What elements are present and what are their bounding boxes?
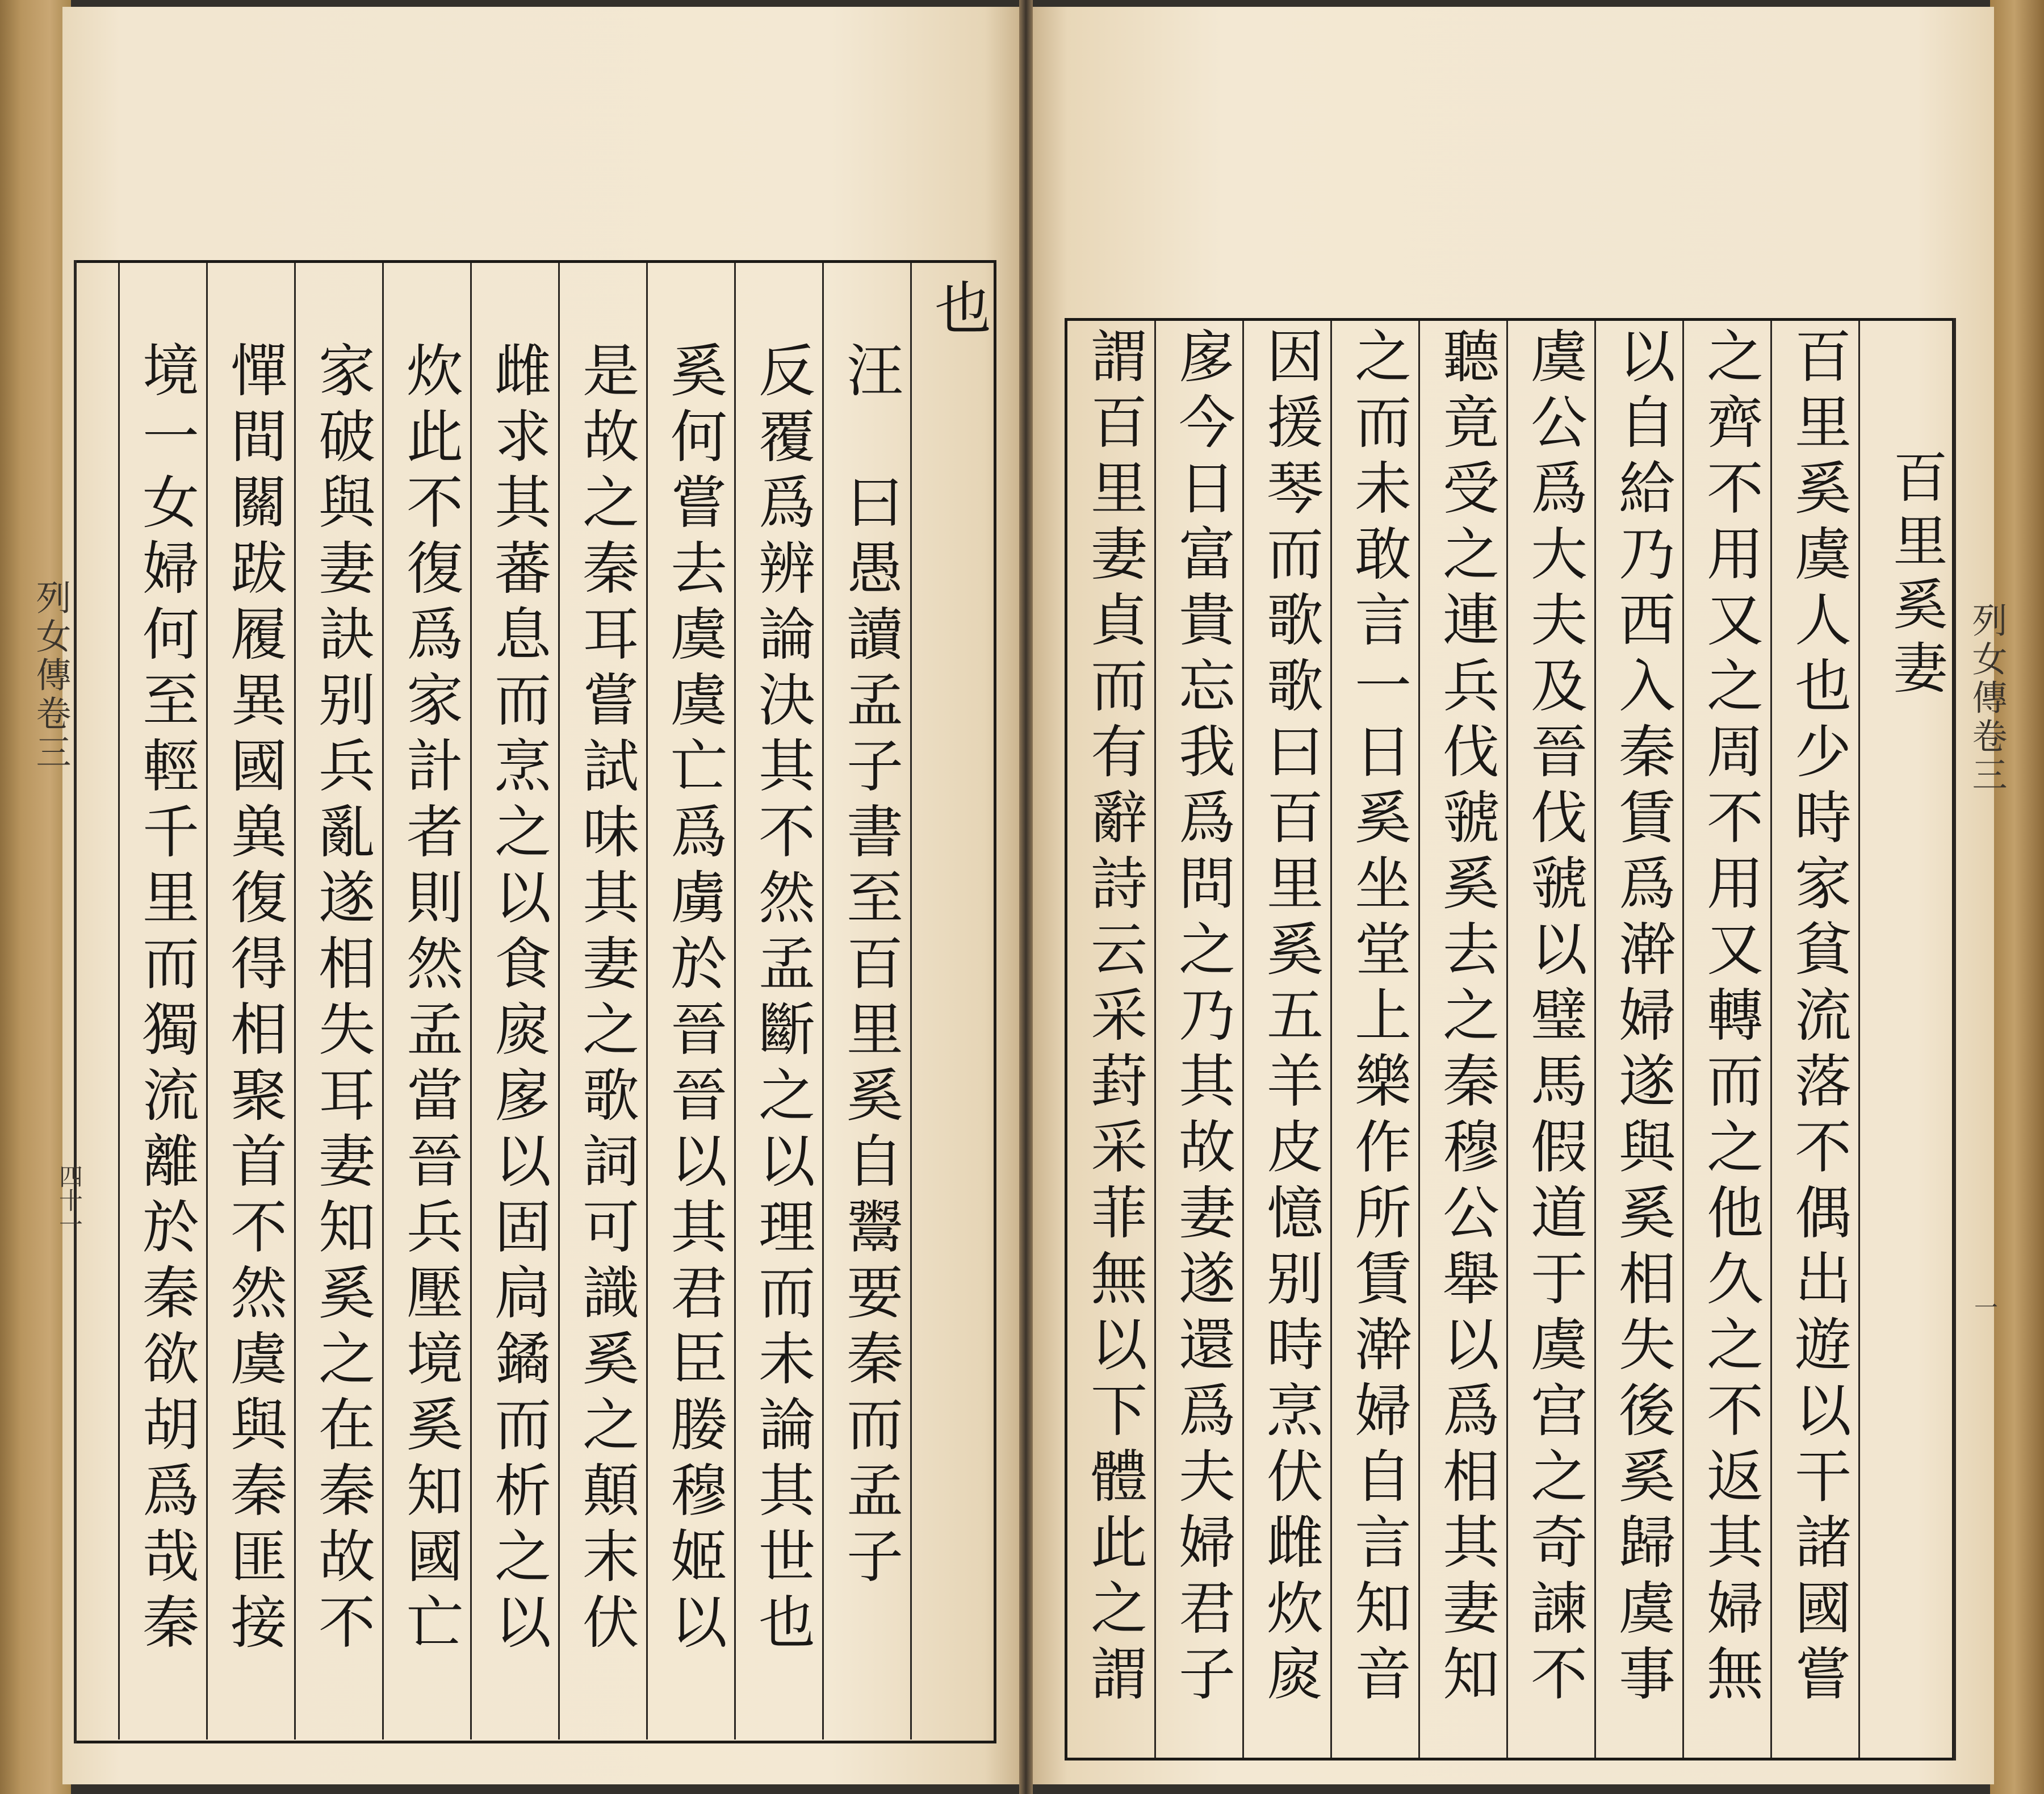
right-text-column: 謂百里妻貞而有辭詩云采葑采菲無以下體此之謂: [1081, 327, 1147, 1710]
right-text-column: 扅今日富貴忘我爲問之乃其故妻遂還爲夫婦君子: [1169, 327, 1235, 1710]
left-fold-title: 列女傳卷三: [30, 579, 72, 772]
story-title: 百里奚妻: [1884, 449, 1948, 703]
right-fold-title: 列女傳卷三: [1966, 602, 2008, 795]
left-text-column: 是故之秦耳嘗試味其妻之歌詞可識奚之顛末伏: [573, 341, 639, 1658]
left-text-column: 炊此不復爲家計者則然孟當晉兵壓境奚知國亡: [397, 341, 463, 1658]
left-text-column: 家破與妻訣别兵亂遂相失耳妻知奚之在秦故不: [309, 341, 375, 1658]
right-text-column: 之而未敢言一日奚坐堂上樂作所賃澣婦自言知音: [1345, 327, 1411, 1710]
left-column-rule: [118, 263, 120, 1739]
left-text-column: 憚間關跋履異國兾復得相聚首不然虞與秦匪接: [221, 341, 287, 1658]
left-text-column: 也: [925, 278, 991, 344]
right-text-column: 百里奚虞人也少時家貧流落不偶出遊以干諸國嘗: [1785, 327, 1852, 1710]
left-fold-number: 四十一: [56, 1164, 83, 1236]
left-text-column: 奚何嘗去虞虞亡爲虜於晉晉以其君臣媵穆姬以: [661, 341, 727, 1658]
right-text-column: 虞公爲大夫及晉伐虢以璧馬假道于虞宫之奇諫不: [1521, 327, 1588, 1710]
left-text-column: 汪 曰愚讀孟子書至百里奚自鬻要秦而孟子: [837, 341, 903, 1592]
left-text-column: 反覆爲辨論決其不然孟斷之以理而未論其世也: [749, 341, 815, 1658]
right-page-edges: [1990, 0, 2044, 1794]
right-fold-number: 一: [1971, 1295, 1999, 1319]
left-page-edges: [0, 0, 71, 1794]
left-fold-rule: [74, 260, 77, 1743]
right-text-column: 之齊不用又之周不用又轉而之他久之不返其婦無: [1697, 327, 1764, 1710]
left-text-column: 境一女婦何至輕千里而獨流離於秦欲胡爲哉秦: [133, 341, 199, 1658]
right-text-column: 聽竟受之連兵伐虢奚去之秦穆公舉以爲相其妻知: [1433, 327, 1500, 1710]
book-gutter: [1019, 0, 1033, 1794]
right-text-column: 因援琴而歌歌曰百里奚五羊皮憶别時烹伏雌炊扊: [1257, 327, 1323, 1710]
left-text-column: 雌求其蕃息而烹之以食扊扅以固扃鐍而析之以: [485, 341, 551, 1658]
right-text-column: 以自給乃西入秦賃爲澣婦遂與奚相失後奚歸虞事: [1609, 327, 1676, 1710]
